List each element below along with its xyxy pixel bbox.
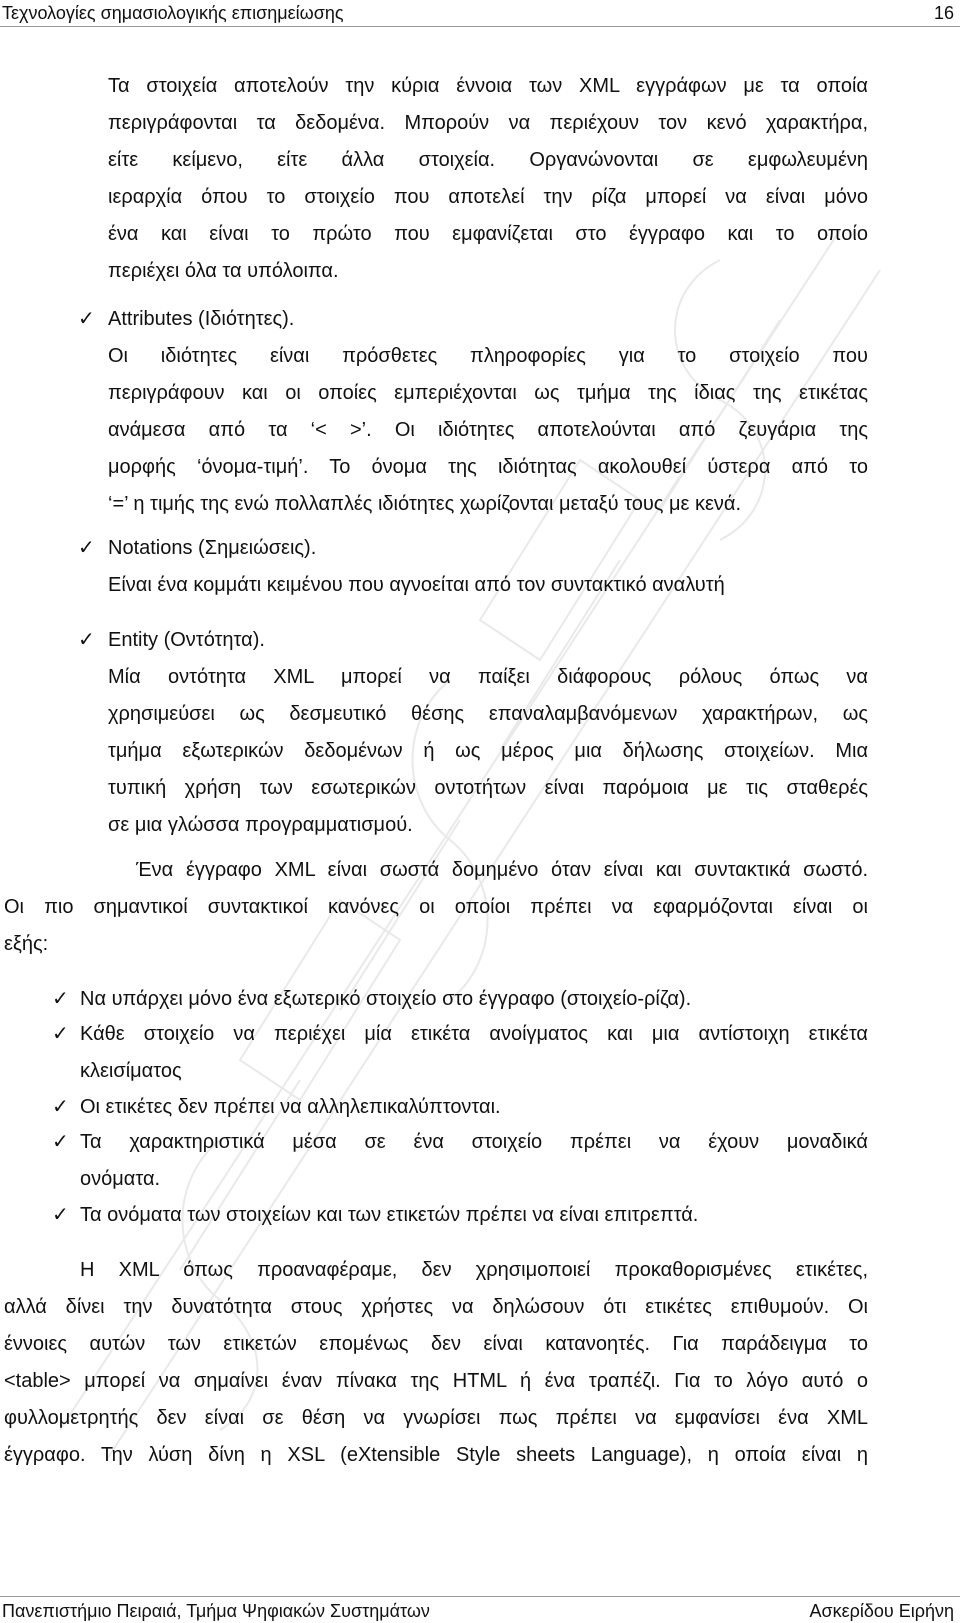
body-text-line: έννοιες αυτών των ετικετών επομένως δεν είναι κατανοητές. Για παράδειγμα το: [4, 1333, 868, 1355]
body-text-line: περιέχει όλα τα υπόλοιπα.: [108, 260, 339, 282]
definition-text-line: τυπική χρήση των εσωτερικών οντοτήτων είναι παρόμοια με τις σταθερές: [108, 777, 868, 799]
definition-text-line: χρησιμεύσει ως δεσμευτικό θέσης επαναλαμβανόμενων χαρακτήρων, ως: [108, 703, 868, 725]
page-header: [0, 0, 960, 27]
rule-text-line: Κάθε στοιχείο να περιέχει μία ετικέτα ανοίγματος και μια αντίστοιχη ετικέτα: [80, 1023, 868, 1045]
checkmark-icon: ✓: [52, 1096, 69, 1118]
checkmark-icon: ✓: [52, 1131, 69, 1153]
definition-text-line: Οι ιδιότητες είναι πρόσθετες πληροφορίες για το στοιχείο που: [108, 345, 868, 367]
body-text-line: ιεραρχία όπου το στοιχείο που αποτελεί την ρίζα μπορεί να είναι μόνο: [108, 186, 868, 208]
body-text-line: <table> μπορεί να σημαίνει έναν πίνακα της HTML ή ένα τραπέζι. Για το λόγο αυτό ο: [4, 1370, 868, 1392]
checkmark-icon: ✓: [78, 537, 95, 559]
checkmark-icon: ✓: [52, 1204, 69, 1226]
page-number: 16: [933, 3, 954, 23]
rule-text-line: Να υπάρχει μόνο ένα εξωτερικό στοιχείο στο έγγραφο (στοιχείο-ρίζα).: [80, 988, 692, 1010]
definition-text-line: τμήμα εξωτερικών δεδομένων ή ως μέρος μια δήλωσης στοιχείων. Μια: [108, 740, 868, 762]
definition-text-line: περιγράφουν και οι οποίες εμπεριέχονται ως τμήμα της ίδιας της ετικέτας: [108, 382, 868, 404]
body-text-line: Τα στοιχεία αποτελούν την κύρια έννοια των XML εγγράφων με τα οποία: [108, 75, 868, 97]
body-text-line: είτε κείμενο, είτε άλλα στοιχεία. Οργανώνονται σε εμφωλευμένη: [108, 149, 868, 171]
page-footer: [0, 1596, 960, 1623]
definition-text-line: ‘=’ η τιμής της ενώ πολλαπλές ιδιότητες χωρίζονται μεταξύ τους με κενά.: [108, 493, 742, 515]
body-text-line: Η XML όπως προαναφέραμε, δεν χρησιμοποιεί προκαθορισμένες ετικέτες,: [80, 1259, 868, 1281]
header-title: Τεχνολογίες σημασιολογικής επισημείωσης: [2, 3, 344, 23]
definition-term: Notations (Σημειώσεις).: [108, 537, 317, 559]
checkmark-icon: ✓: [52, 988, 69, 1010]
checkmark-icon: ✓: [78, 308, 95, 330]
body-text-line: Ένα έγγραφο XML είναι σωστά δομημένο όταν είναι και συντακτικά σωστό.: [136, 859, 868, 881]
definition-term: Attributes (Ιδιότητες).: [108, 308, 295, 330]
rule-text-line: ονόματα.: [80, 1168, 161, 1190]
body-text-line: περιγράφονται τα δεδομένα. Μπορούν να περιέχουν τον κενό χαρακτήρα,: [108, 112, 868, 134]
body-text-line: αλλά δίνει την δυνατότητα στους χρήστες να δηλώσουν ότι ετικέτες επιθυμούν. Οι: [4, 1296, 868, 1318]
footer-author: Ασκερίδου Ειρήνη: [809, 1601, 954, 1621]
rule-text-line: Τα χαρακτηριστικά μέσα σε ένα στοιχείο πρέπει να έχουν μοναδικά: [80, 1131, 868, 1153]
body-text-line: ένα και είναι το πρώτο που εμφανίζεται στο έγγραφο και το οποίο: [108, 223, 868, 245]
body-text-line: φυλλομετρητής δεν είναι σε θέση να γνωρίσει πως πρέπει να εμφανίσει ένα XML: [4, 1407, 868, 1429]
rule-text-line: Οι ετικέτες δεν πρέπει να αλληλεπικαλύπτονται.: [80, 1096, 501, 1118]
definition-text-line: Μία οντότητα XML μπορεί να παίξει διάφορους ρόλους όπως να: [108, 666, 868, 688]
definition-text-line: Είναι ένα κομμάτι κειμένου που αγνοείται από τον συντακτικό αναλυτή: [108, 574, 725, 596]
body-text-line: Οι πιο σημαντικοί συντακτικοί κανόνες οι οποίοι πρέπει να εφαρμόζονται είναι οι: [4, 896, 868, 918]
footer-institution: Πανεπιστήμιο Πειραιά, Τμήμα Ψηφιακών Συστημάτων: [2, 1601, 430, 1621]
definition-text-line: ανάμεσα από τα ‘< >’. Οι ιδιότητες αποτελούνται από ζευγάρια της: [108, 419, 868, 441]
definition-text-line: σε μια γλώσσα προγραμματισμού.: [108, 814, 413, 836]
body-text-line: εξής:: [4, 933, 49, 955]
checkmark-icon: ✓: [78, 629, 95, 651]
definition-text-line: μορφής ‘όνομα-τιμή’. Το όνομα της ιδιότητας ακολουθεί ύστερα από το: [108, 456, 868, 478]
definition-term: Entity (Οντότητα).: [108, 629, 265, 651]
rule-text-line: Τα ονόματα των στοιχείων και των ετικετών πρέπει να είναι επιτρεπτά.: [80, 1204, 699, 1226]
rule-text-line: κλεισίματος: [80, 1060, 182, 1082]
checkmark-icon: ✓: [52, 1023, 69, 1045]
body-text-line: έγγραφο. Την λύση δίνη η XSL (eXtensible Style sheets Language), η οποία είναι η: [4, 1444, 868, 1466]
